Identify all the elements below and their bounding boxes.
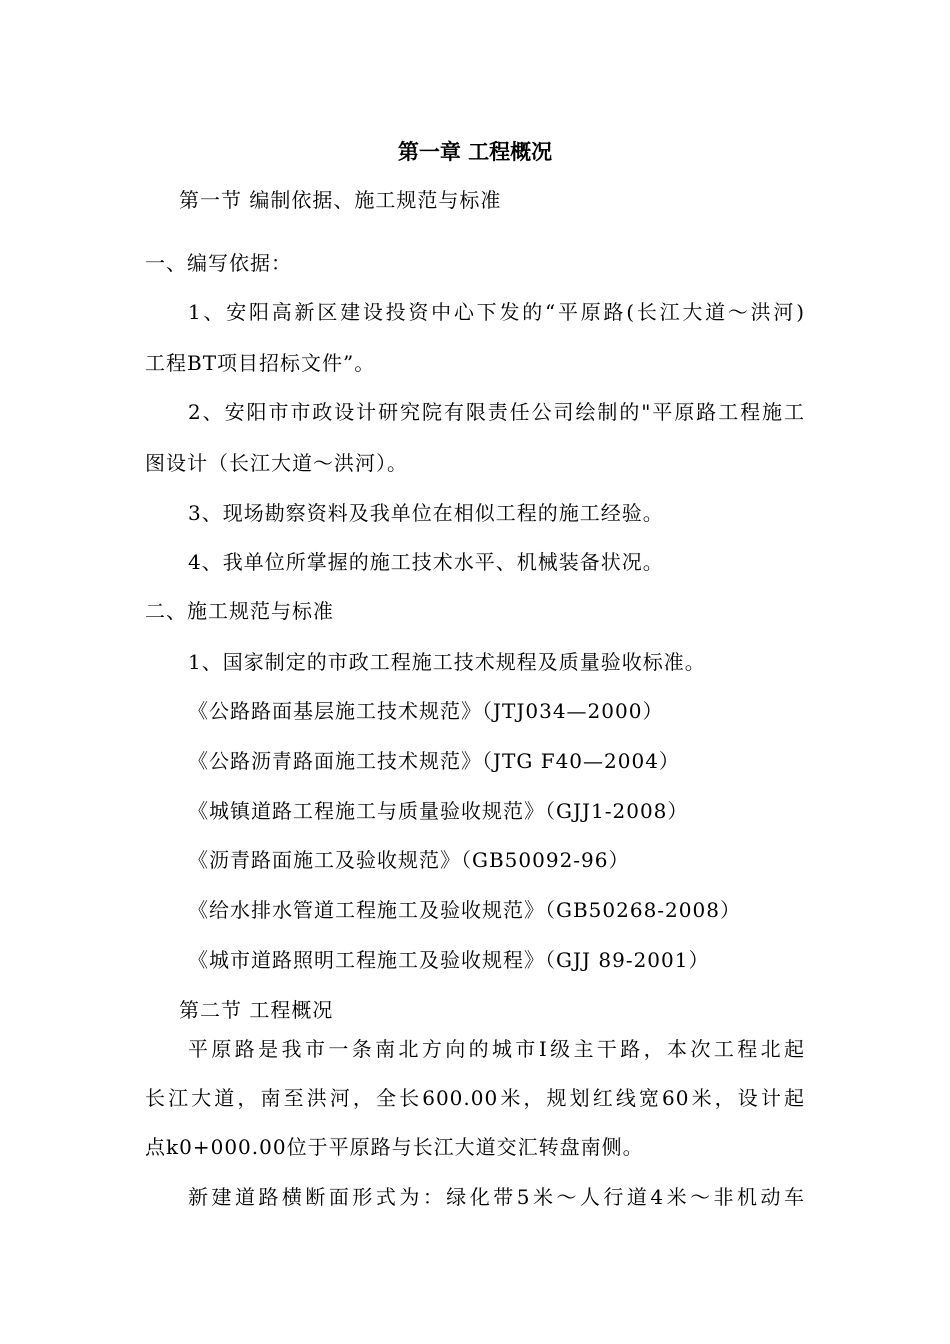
standard-item: 《公路路面基层施工技术规范》（JTJ034—2000）	[188, 699, 664, 723]
standard-item: 《沥青路面施工及验收规范》（GB50092-96）	[188, 848, 630, 872]
part-heading: 二、施工规范与标准	[145, 599, 334, 623]
standard-item: 《给水排水管道工程施工及验收规范》（GB50268-2008）	[188, 898, 741, 922]
cross-section-para-line-1: 新建道路横断面形式为：绿化带5米～人行道4米～非机动车	[188, 1185, 805, 1209]
basis-item-2-line-2: 图设计（长江大道～洪河）。	[145, 451, 408, 475]
basis-item-1-line-1: 1、安阳高新区建设投资中心下发的“平原路(长江大道～洪河)	[188, 300, 805, 324]
overview-para-line-3: 点k0+000.00位于平原路与长江大道交汇转盘南侧。	[145, 1135, 644, 1159]
standard-item: 《城市道路照明工程施工及验收规程》（GJJ 89-2001）	[188, 948, 710, 972]
standard-item: 《城镇道路工程施工与质量验收规范》（GJJ1-2008）	[188, 799, 689, 823]
standards-intro: 1、国家制定的市政工程施工技术规程及质量验收标准。	[188, 650, 706, 674]
section-title: 第二节 工程概况	[179, 998, 334, 1022]
basis-item-3: 3、现场勘察资料及我单位在相似工程的施工经验。	[188, 501, 664, 525]
standard-item: 《公路沥青路面施工技术规范》（JTG F40—2004）	[188, 749, 680, 773]
chapter-title: 第一章 工程概况	[397, 139, 553, 164]
basis-item-2-line-1: 2、安阳市市政设计研究院有限责任公司绘制的"平原路工程施工	[188, 400, 805, 424]
basis-item-4: 4、我单位所掌握的施工技术水平、机械装备状况。	[188, 550, 664, 574]
overview-para-line-1: 平原路是我市一条南北方向的城市Ⅰ级主干路，本次工程北起	[188, 1037, 805, 1061]
basis-item-1-line-2: 工程BT项目招标文件”。	[145, 351, 376, 375]
section-title: 第一节 编制依据、施工规范与标准	[179, 188, 502, 212]
part-heading: 一、编写依据：	[145, 251, 292, 275]
overview-para-line-2: 长江大道，南至洪河，全长600.00米，规划红线宽60米，设计起	[145, 1086, 805, 1110]
